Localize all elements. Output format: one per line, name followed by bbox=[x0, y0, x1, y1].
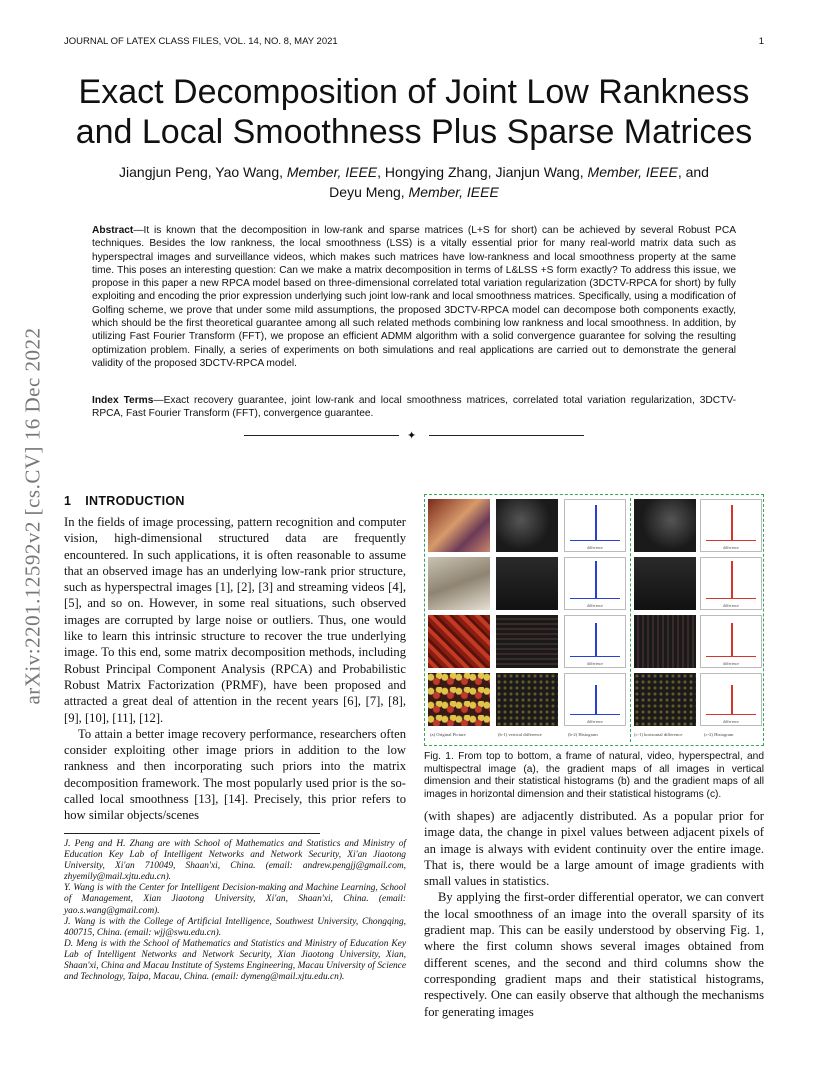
author-membership: Member, IEEE bbox=[408, 184, 499, 200]
multispectral-image-thumbnail bbox=[428, 673, 490, 726]
paragraph: In the fields of image processing, pattern recognition and computer vision, high-dimensional structured data are frequently encountered. In such applications, it is often reasonable to assume that an observed image has an underlying low-rank prior structure, such as hyperspectral images [1], [2], [3] and streaming videos [4], [5], and so on. However, in some real situations, such observed images are corrupted by large noise or outliers. Thus, one would like to learn this intrinsic structure to recover the true underlying image. To this end, some matrix decomposition methods, including Robust Principal Component Analysis (RPCA) and Probabilistic Robust Matrix Factorization (PRMF), have been proposed and attracted a great deal of attention in the recent years [6], [7], [8], [9], [10], [11], [12]. bbox=[64, 515, 406, 725]
column-label: (b-1) vertical difference bbox=[498, 732, 542, 737]
separator-diamond-icon: ✦ bbox=[407, 430, 417, 442]
section-separator bbox=[244, 430, 584, 442]
horizontal-histogram: difference bbox=[700, 557, 762, 610]
section-number: 1 bbox=[64, 494, 72, 508]
author-text: Deyu Meng, bbox=[329, 184, 409, 200]
horizontal-gradient-map bbox=[634, 499, 696, 552]
left-column-body bbox=[64, 514, 406, 824]
paper-title: Exact Decomposition of Joint Low Rankness and Local Smoothness Plus Sparse Matrices bbox=[75, 73, 753, 151]
section-title: INTRODUCTION bbox=[85, 494, 185, 508]
footnote: D. Meng is with the School of Mathematics and Statistics and Ministry of Education Key Lab of Intelligent Networks and Network Security, Xian Jiaotong University, Xian, Shaan'xi, China and Macau Institute of Systems Engineering, Macau University of Science and Technology, Taipa, Macau, China. (email: dymeng@mail.xjtu.edu.cn). bbox=[64, 938, 406, 983]
vertical-histogram: difference bbox=[564, 673, 626, 726]
abstract bbox=[92, 224, 736, 370]
column-label: (b-2) Histogram bbox=[568, 732, 598, 737]
footnote: J. Peng and H. Zhang are with School of Mathematics and Statistics and Ministry of Education Key Lab of Intelligent Networks and Network Security, Xi'an Jiaotong University, Xi'an 710049, Shaan'xi, China. (email: andrew.pengjj@gmail.com, zhyemily@mail.xjtu.edu.cn). bbox=[64, 839, 406, 883]
paragraph: To attain a better image recovery performance, researchers often consider exploiting other image priors in addition to the low rankness and then incorporating such priors into the matrix decomposition framework. The most popularly used prior is the so-called local smoothness [13], [14]. Precisely, this prior refers to how similar objects/scenes bbox=[64, 726, 406, 823]
figure-row-multispectral bbox=[428, 673, 760, 726]
horizontal-histogram: difference bbox=[700, 499, 762, 552]
affiliation-footnotes bbox=[64, 839, 406, 983]
footnote: J. Wang is with the College of Artificial Intelligence, Southwest University, Chongqing, 400715, China. (email: wjj@swu.edu.cn). bbox=[64, 916, 406, 938]
abstract-text: —It is known that the decomposition in low-rank and sparse matrices (L+S for short) can be achieved by several Robust PCA techniques. Besides the low rankness, the local smoothness (LSS) is a vitally essential prior for many real-world matrix data such as hyperspectral images and surveillance videos, which makes such matrices have low-rankness and local smoothness property at the same time. This poses an interesting question: Can we make a matrix decomposition in terms of L&LSS +S form exactly? To address this issue, we propose in this paper a new RPCA model based on three-dimensional correlated total variation regularization (3DCTV-RPCA for short) by fully exploiting and encoding the prior expression underlying such joint low-rank and local smoothness matrices. Specifically, using a modification of Golfing scheme, we prove that under some mild assumptions, the proposed 3DCTV-RPCA model can decompose both components exactly, which should be the first theoretical guarantee among all such related methods combining low rankness and local smoothness. In addition, by utilizing Fast Fourier Transform (FFT), we propose an efficient ADMM algorithm with a solid convergence guarantee for solving the resulting optimization problem. Finally, a series of experiments on both simulations and real applications are carried out to demonstrate the general validity of the proposed 3DCTV-RPCA model. bbox=[92, 225, 736, 369]
column-label: (c-2) Histogram bbox=[704, 732, 734, 737]
vertical-histogram: difference bbox=[564, 557, 626, 610]
figure-row-hyperspectral bbox=[428, 615, 760, 668]
author-text: , and bbox=[677, 164, 709, 180]
horizontal-gradient-map bbox=[634, 673, 696, 726]
footnote-rule bbox=[64, 833, 320, 834]
vertical-gradient-map bbox=[496, 673, 558, 726]
horizontal-gradient-map bbox=[634, 557, 696, 610]
abstract-label: Abstract bbox=[92, 225, 134, 236]
video-frame-thumbnail bbox=[428, 557, 490, 610]
footnote: Y. Wang is with the Center for Intelligent Decision-making and Machine Learning, School of Management, Xian Jiaotong University, Xi'an, Shaan'xi, China. (email: yao.s.wang@gmail.com). bbox=[64, 883, 406, 916]
separator-line-right bbox=[429, 435, 584, 436]
figure-row-video bbox=[428, 557, 760, 610]
horizontal-histogram: difference bbox=[700, 615, 762, 668]
horizontal-gradient-map bbox=[634, 615, 696, 668]
index-terms bbox=[92, 394, 736, 421]
vertical-histogram: difference bbox=[564, 615, 626, 668]
author-text: , Hongying Zhang, Jianjun Wang, bbox=[377, 164, 588, 180]
arxiv-stamp bbox=[8, 276, 58, 756]
vertical-gradient-map bbox=[496, 615, 558, 668]
paragraph: By applying the first-order differential operator, we can convert the local smoothness of an image into the overall sparsity of its gradient map. This can be easily understood by observing Fig. 1, where the first column shows several images obtained from different scenes, and the second and third columns show the corresponding gradient maps and their statistical histograms, respectively. One can easily observe that although the mechanisms for generating images bbox=[424, 890, 764, 1019]
vertical-gradient-map bbox=[496, 557, 558, 610]
natural-image-thumbnail bbox=[428, 499, 490, 552]
section-heading bbox=[64, 494, 185, 508]
column-label: (a) Original Picture bbox=[430, 732, 466, 737]
author-list bbox=[80, 162, 748, 202]
figure-1 bbox=[424, 494, 764, 746]
vertical-histogram: difference bbox=[564, 499, 626, 552]
figure-caption: Fig. 1. From top to bottom, a frame of natural, video, hyperspectral, and multispectral image (a), the gradient maps of all images in vertical dimension and their statistical histograms (b) and the gradient maps of all images in horizontal dimension and their statistical histograms (c). bbox=[424, 751, 764, 800]
vertical-gradient-map bbox=[496, 499, 558, 552]
hyperspectral-image-thumbnail bbox=[428, 615, 490, 668]
column-label: (c-1) horizontal difference bbox=[634, 732, 683, 737]
running-title: JOURNAL OF LATEX CLASS FILES, VOL. 14, NO. 8, MAY 2021 bbox=[64, 36, 338, 47]
figure-column-labels bbox=[428, 729, 760, 741]
horizontal-histogram: difference bbox=[700, 673, 762, 726]
index-terms-label: Index Terms bbox=[92, 395, 154, 406]
paragraph: (with shapes) are adjacently distributed. As a popular prior for image data, the change in pixel values between adjacent pixels of an image is always with evident continuity over the entire image. That is, there would be a large amount of image gradients with small values in statistics. bbox=[424, 809, 764, 889]
separator-line-left bbox=[244, 435, 399, 436]
right-column-body bbox=[424, 808, 764, 1020]
index-terms-text: —Exact recovery guarantee, joint low-rank and local smoothness matrices, correlated total variation regularization, 3DCTV-RPCA, Fast Fourier Transform (FFT), convergence guarantee. bbox=[92, 395, 736, 420]
running-header bbox=[64, 36, 764, 47]
author-membership: Member, IEEE bbox=[587, 164, 678, 180]
page-number: 1 bbox=[758, 36, 764, 47]
author-text: Jiangjun Peng, Yao Wang, bbox=[119, 164, 287, 180]
figure-row-natural bbox=[428, 499, 760, 552]
arxiv-identifier: arXiv:2201.12592v2 [cs.CV] 16 Dec 2022 bbox=[20, 327, 45, 705]
author-membership: Member, IEEE bbox=[286, 164, 378, 180]
